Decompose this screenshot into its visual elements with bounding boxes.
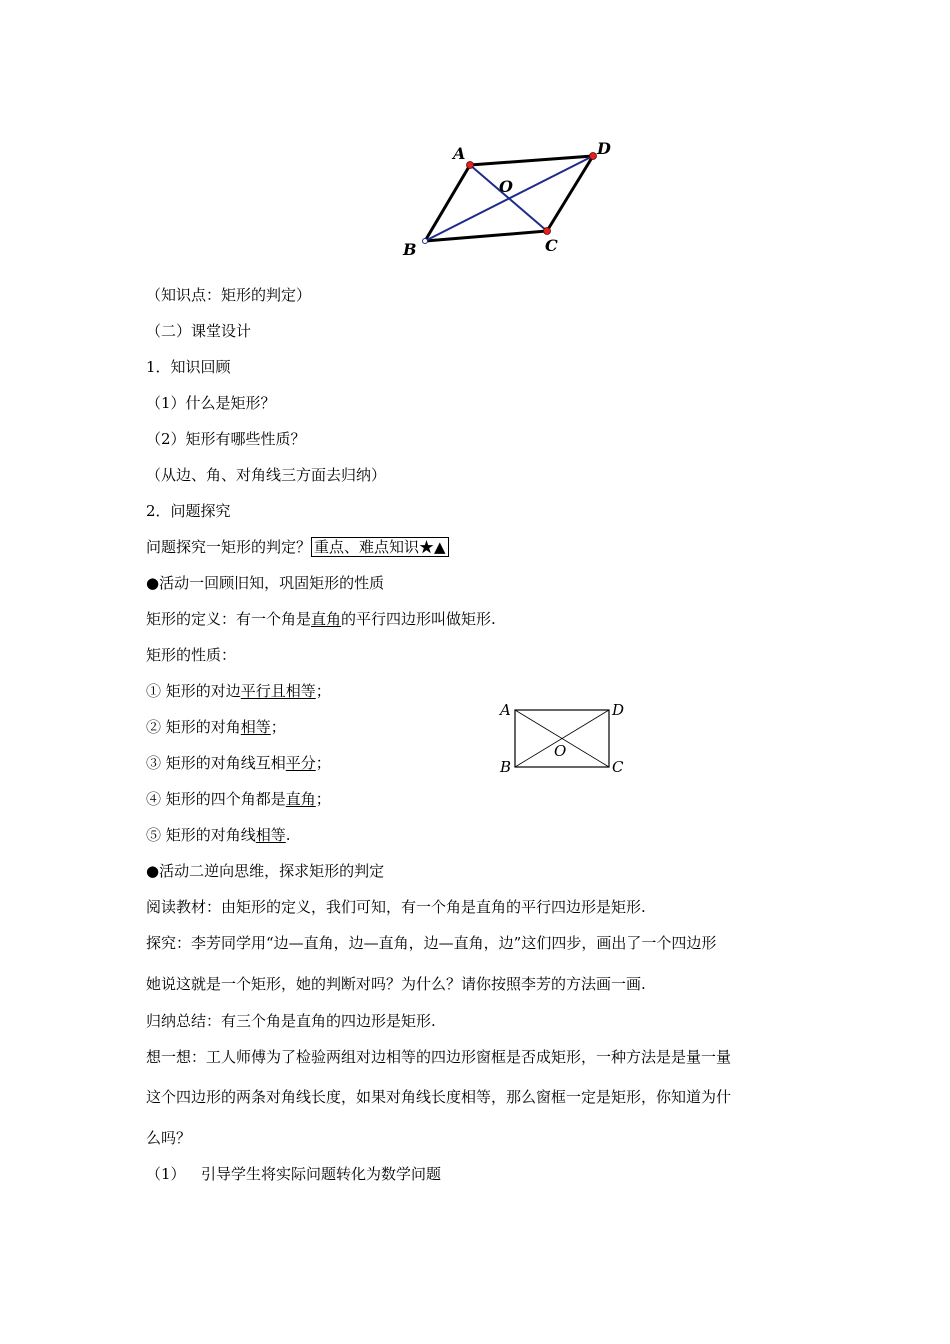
definition-fill: 直角 (311, 610, 342, 628)
rect-label-a: A (500, 701, 511, 719)
think-line-1: 想一想：工人师傅为了检验两组对边相等的四边形窗框是否成矩形，一种方法是是量一量 (146, 1048, 732, 1066)
review-heading: 1．知识回顾 (146, 358, 231, 376)
question-1: （1）什么是矩形？ (146, 394, 276, 412)
property-2 (146, 717, 286, 737)
knowledge-point: （知识点：矩形的判定） (146, 286, 312, 304)
definition-pre: 矩形的定义：有一个角是 (146, 610, 312, 628)
property-3-pre: ③ 矩形的对角线互相 (146, 754, 286, 772)
point-a-dot (467, 162, 474, 169)
property-1-pre: ① 矩形的对边 (146, 682, 241, 700)
label-c: C (545, 236, 558, 255)
activity-2: ●活动二逆向思维，探求矩形的判定 (146, 862, 385, 880)
property-4-fill: 直角 (285, 790, 316, 808)
activity-1: ●活动一回顾旧知，巩固矩形的性质 (146, 574, 385, 592)
property-5-pre: ⑤ 矩形的对角线 (146, 826, 256, 844)
problem-1 (146, 537, 449, 557)
property-2-fill: 相等 (240, 718, 271, 736)
property-1-post: ； (315, 682, 331, 700)
property-4-pre: ④ 矩形的四个角都是 (146, 790, 286, 808)
property-5-post: . (285, 826, 291, 844)
rect-label-b: B (500, 758, 512, 776)
definition-post: 的平行四边形叫做矩形. (341, 610, 496, 628)
guide-text: 引导学生将实际问题转化为数学问题 (201, 1165, 442, 1183)
problem-1-text: 问题探究一矩形的判定？ (146, 538, 312, 556)
guide-number: （1） (146, 1165, 186, 1183)
inquiry-line-2: 她说这就是一个矩形，她的判断对吗？为什么？请你按照李芳的方法画一画. (146, 975, 646, 993)
section-heading: （二）课堂设计 (146, 322, 252, 340)
explore-heading: 2．问题探究 (146, 502, 231, 520)
point-b-dot (423, 239, 428, 244)
label-d: D (597, 139, 611, 158)
think-line-3: 么吗？ (146, 1129, 192, 1147)
property-3 (146, 753, 331, 773)
guide-item (146, 1164, 441, 1184)
rect-label-o: O (554, 742, 567, 760)
key-point-tag: 重点、难点知识★▲ (311, 537, 449, 557)
rectangle-figure (495, 698, 635, 778)
question-hint: （从边、角、对角线三方面去归纳） (146, 466, 387, 484)
property-3-post: ； (315, 754, 331, 772)
property-4-post: ； (315, 790, 331, 808)
summary-text: 归纳总结：有三个角是直角的四边形是矩形. (146, 1012, 436, 1030)
parallelogram-figure (395, 135, 625, 265)
rect-label-d: D (612, 701, 625, 719)
property-1-fill: 平行且相等 (240, 682, 316, 700)
label-a: A (453, 144, 466, 163)
think-line-2: 这个四边形的两条对角线长度，如果对角线长度相等，那么窗框一定是矩形，你知道为什 (146, 1088, 732, 1106)
properties-title: 矩形的性质： (146, 646, 237, 664)
property-2-pre: ② 矩形的对角 (146, 718, 241, 736)
property-2-post: ； (270, 718, 286, 736)
label-o: O (499, 177, 513, 196)
property-3-fill: 平分 (285, 754, 316, 772)
reading-text: 阅读教材：由矩形的定义，我们可知，有一个角是直角的平行四边形是矩形. (146, 898, 646, 916)
property-1 (146, 681, 331, 701)
point-d-dot (590, 153, 597, 160)
point-c-dot (544, 228, 551, 235)
inquiry-line-1: 探究：李芳同学用“边—直角，边—直角，边—直角，边”这们四步，画出了一个四边形 (146, 934, 717, 952)
rect-label-c: C (612, 758, 624, 776)
definition (146, 609, 496, 629)
label-b: B (403, 240, 417, 259)
property-5-fill: 相等 (255, 826, 286, 844)
property-5 (146, 825, 291, 845)
property-4 (146, 789, 331, 809)
question-2: （2）矩形有哪些性质？ (146, 430, 306, 448)
